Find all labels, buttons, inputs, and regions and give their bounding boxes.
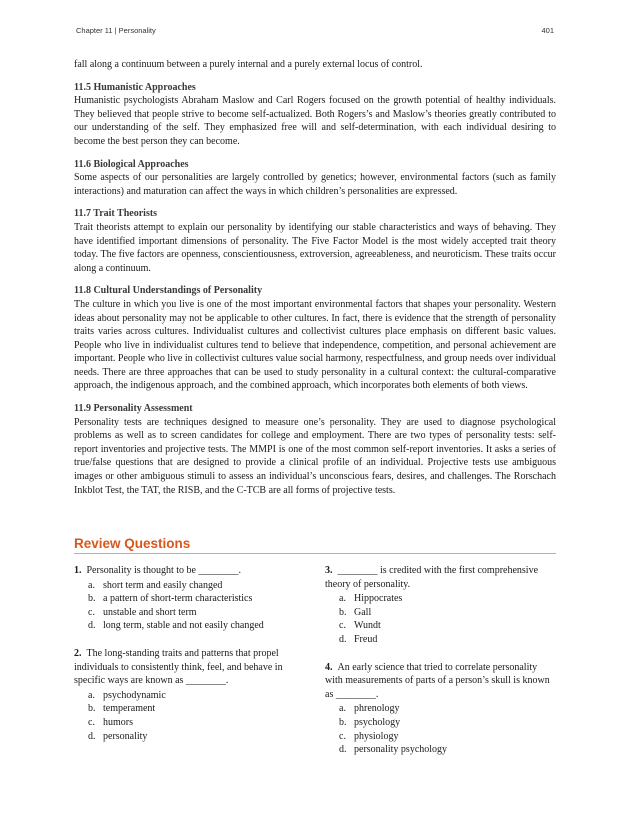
option-item <box>325 743 550 757</box>
option-letter: b. <box>88 593 96 605</box>
option-letter: d. <box>339 744 347 756</box>
option-letter: a. <box>339 703 346 715</box>
question-text: The long-standing traits and patterns that propel individuals to consistently think, feel, and behave in specific ways are known as ________. <box>74 647 283 687</box>
option-text: psychodynamic <box>103 689 166 701</box>
section-title-humanistic: 11.5 Humanistic Approaches <box>74 81 196 93</box>
questions-column-left <box>74 564 299 757</box>
review-questions-heading: Review Questions <box>74 536 556 554</box>
option-item <box>325 619 550 633</box>
section-title-trait: 11.7 Trait Theorists <box>74 208 158 220</box>
option-text: phrenology <box>354 703 400 715</box>
option-text: humors <box>103 716 133 728</box>
option-letter: b. <box>339 716 347 728</box>
section-title-biological: 11.6 Biological Approaches <box>74 158 189 170</box>
option-item <box>74 702 299 716</box>
section-body-cultural: The culture in which you live is one of the most important environmental factors that shapes your personality. Western ideas about personality may not be applicable to other cultures. In fact, there is evidence that the strength of personality traits varies across cultures. Individualist cultures and collectivist cultures place emphasis on different basic values. People who live in individualist cultures tend to believe that independence, competition, and personal achievement are important. People who live in collectivist cultures value social harmony, respectfulness, and group needs over individual needs. There are three approaches that can be used to study personality in a cultural context: the cultural-comparative approach, the indigenous approach, and the combined approach, which incorporates both elements of both views. <box>74 298 557 392</box>
option-letter: d. <box>339 633 347 645</box>
question-text: An early science that tried to correlate personality with measurements of parts of a person’s skull is known as ________. <box>325 661 550 700</box>
question-stem <box>325 661 550 702</box>
option-text: Freud <box>354 633 378 645</box>
option-text: personality <box>103 730 148 742</box>
option-text: personality psychology <box>354 744 448 756</box>
option-item <box>325 702 550 716</box>
option-list <box>325 592 550 646</box>
option-letter: b. <box>88 703 96 715</box>
option-letter: c. <box>88 716 95 728</box>
option-text: unstable and short term <box>103 606 197 618</box>
option-text: temperament <box>103 703 156 715</box>
section-body-humanistic: Humanistic psychologists Abraham Maslow and Carl Rogers focused on the growth potential of healthy individuals. They believed that people strive to become self-actualized. Both Rogers’s and Maslow’s theories greatly contributed to our understanding of the self. They emphasized free will and self-determination, with each individual desiring to become the best person they can become. <box>74 95 556 147</box>
option-item <box>74 716 299 730</box>
question-number: 4. <box>325 661 333 673</box>
section-body-biological: Some aspects of our personalities are largely controlled by genetics; however, environmental factors (such as family interactions) and maturation can affect the ways in which children’s personalities are expressed. <box>74 172 556 197</box>
summary-content <box>74 58 556 497</box>
question-number: 3. <box>325 565 333 576</box>
option-letter: d. <box>88 730 96 742</box>
option-text: physiology <box>354 730 399 742</box>
option-letter: a. <box>88 689 95 701</box>
option-list <box>325 702 550 756</box>
option-item <box>325 716 550 730</box>
section-title-cultural: 11.8 Cultural Understandings of Personality <box>74 285 263 297</box>
option-item <box>325 633 550 647</box>
option-letter: c. <box>339 730 346 742</box>
section-body-trait: Trait theorists attempt to explain our personality by identifying our stable characteristics and ways of behaving. They have identified important dimensions of personality. The Five Factor Model is the most widely accepted trait theory today. The five factors are openness, conscientiousness, extroversion, agreeableness, and neuroticism. These traits occur along a continuum. <box>74 221 556 274</box>
intro-paragraph: fall along a continuum between a purely internal and a purely external locus of control. <box>74 59 423 70</box>
option-text: a pattern of short-term characteristics <box>103 593 253 605</box>
option-item <box>74 619 299 633</box>
option-list <box>74 689 299 743</box>
question-number: 2. <box>74 647 82 659</box>
option-text: psychology <box>354 716 401 728</box>
option-text: Hippocrates <box>354 593 403 605</box>
option-text: Gall <box>354 606 372 618</box>
option-item <box>74 592 299 606</box>
question-stem <box>74 647 299 688</box>
option-item <box>325 730 550 744</box>
option-item <box>74 730 299 744</box>
running-header-chapter: Chapter 11 | Personality <box>76 26 156 35</box>
question-text: ________ is credited with the first comprehensive theory of personality. <box>325 565 539 590</box>
section-title-assessment: 11.9 Personality Assessment <box>74 403 193 415</box>
option-letter: b. <box>339 606 347 618</box>
question-text: Personality is thought to be ________. <box>86 565 241 576</box>
question-4 <box>325 661 550 757</box>
option-item <box>325 606 550 620</box>
option-letter: a. <box>88 579 95 591</box>
question-number: 1. <box>74 565 82 576</box>
section-body-assessment: Personality tests are techniques designed to measure one’s personality. They are used to diagnose psychological problems as well as to screen candidates for college and employment. There are two types of personality tests: self-report inventories and projective tests. The MMPI is one of the most common self-report inventories. It asks a series of true/false questions that are designed to provide a clinical profile of an individual. Projective tests use ambiguous images or other ambiguous stimuli to assess an individual’s unconscious fears, desires, and challenges. The Rorschach Inkblot Test, the TAT, the RISB, and the C-TCB are all forms of projective tests. <box>74 416 556 496</box>
option-letter: a. <box>339 593 346 605</box>
option-letter: d. <box>88 620 96 632</box>
option-item <box>325 592 550 606</box>
questions-column-right <box>325 564 550 771</box>
option-item <box>74 606 299 620</box>
question-3 <box>325 564 550 647</box>
option-letter: c. <box>88 606 95 618</box>
question-stem <box>325 564 550 591</box>
question-1 <box>74 564 299 633</box>
option-letter: c. <box>339 620 346 632</box>
option-text: Wundt <box>354 620 381 632</box>
option-text: long term, stable and not easily changed <box>103 620 264 632</box>
question-stem <box>74 564 299 578</box>
option-list <box>74 579 299 633</box>
option-item <box>74 689 299 703</box>
question-2 <box>74 647 299 743</box>
option-text: short term and easily changed <box>103 579 223 591</box>
option-item <box>74 579 299 593</box>
page-number: 401 <box>541 26 554 35</box>
